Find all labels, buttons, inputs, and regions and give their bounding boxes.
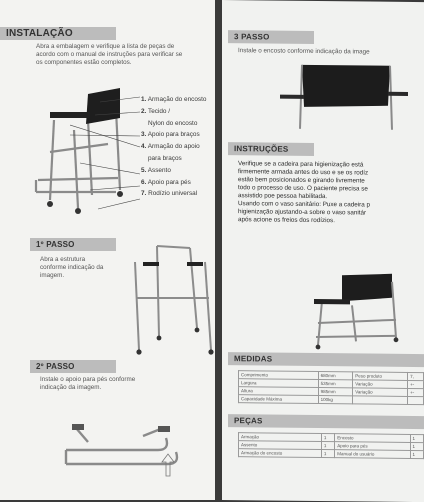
frame-diagram <box>125 240 215 360</box>
instrucoes-line: firmemente armada antes do uso e se os rodíz <box>238 168 369 177</box>
table-row: Assento 1 Apoio para pés 1 <box>239 441 424 451</box>
table-row: Largura 535mm Variação +- <box>239 379 424 389</box>
part-item: 3. Apoio para braços <box>141 131 200 139</box>
parts-list <box>141 94 206 200</box>
instrucoes-line: Verifique se a cadeira para higienização está <box>238 160 364 169</box>
section-header-passo3: 3 PASSO <box>228 30 314 44</box>
instrucoes-line: assistido poe pessoa habilitada. <box>238 192 328 201</box>
section-header-medidas: MEDIDAS <box>228 352 424 367</box>
passo1-text <box>40 256 103 280</box>
part-leader-lines <box>70 95 145 210</box>
part-item: para braços <box>148 154 182 162</box>
part-item: 6. Apoio para pés <box>141 178 191 186</box>
part-item: Nylon do encosto <box>148 119 198 127</box>
pecas-table <box>238 432 424 459</box>
part-item: 5. Assento <box>141 166 171 174</box>
intro-line: acordo com o manual de instruções para verificar se <box>36 51 183 58</box>
passo3-text: Instale o encosto conforme indicação da image <box>238 47 370 56</box>
table-row: Armação 1 Encosto 1 <box>239 433 424 443</box>
table-row: Capacidade Máxima 100kg <box>239 395 424 405</box>
section-header-passo1: 1º PASSO <box>30 238 116 251</box>
part-item: 7. Rodízio universal <box>141 190 198 198</box>
part-item: 1. Armação do encosto <box>141 96 207 103</box>
footrest-diagram <box>58 418 188 478</box>
right-page <box>222 0 424 502</box>
section-header-instrucoes: INSTRUÇÕES <box>228 142 314 156</box>
section-header-passo2: 2º PASSO <box>30 360 116 373</box>
instalacao-intro <box>36 43 214 67</box>
table-row: Armação do encosto 1 Manual do usuário 1 <box>239 449 424 459</box>
instrucoes-line: Usando com o vaso sanitário: Puxe a cadeira p <box>238 200 370 209</box>
table-row: Comprimento 680mm Peso produto 7, <box>239 371 424 381</box>
instrucoes-line: todo o processo de uso. O paciente precisa se <box>238 184 368 193</box>
passo1-line: imagem. <box>40 272 65 279</box>
passo2-text <box>40 376 135 392</box>
intro-line: Abra a embalagem e verifique a lista de peças de <box>36 43 175 50</box>
passo2-line: Instale o apoio para pés conforme <box>40 376 136 383</box>
instrucoes-line: higienização ajustando-a sobre o vaso sanitár <box>238 208 367 217</box>
part-item: 4. Armação do apoio <box>141 143 200 151</box>
section-header-pecas: PEÇAS <box>228 414 424 429</box>
instrucoes-line: estão bem posicionados e girando livremente <box>238 176 365 185</box>
intro-line: os componentes estão completos. <box>36 59 132 66</box>
table-row: Altura 985mm Variação +- <box>239 387 424 397</box>
passo1-line: conforme indicação da <box>40 264 104 271</box>
passo1-line: Abra a estrutura <box>40 256 86 263</box>
instrucoes-text <box>238 160 370 225</box>
section-header-instalacao: INSTALAÇÃO <box>0 27 116 40</box>
instrucoes-line: após acione os freios dos rodízios. <box>238 216 335 225</box>
toilet-chair-diagram <box>302 271 412 352</box>
passo2-line: indicação da imagem. <box>40 384 102 391</box>
medidas-table <box>238 370 424 405</box>
backrest-diagram <box>272 61 422 133</box>
part-item: 2. Tecido / <box>141 107 171 115</box>
